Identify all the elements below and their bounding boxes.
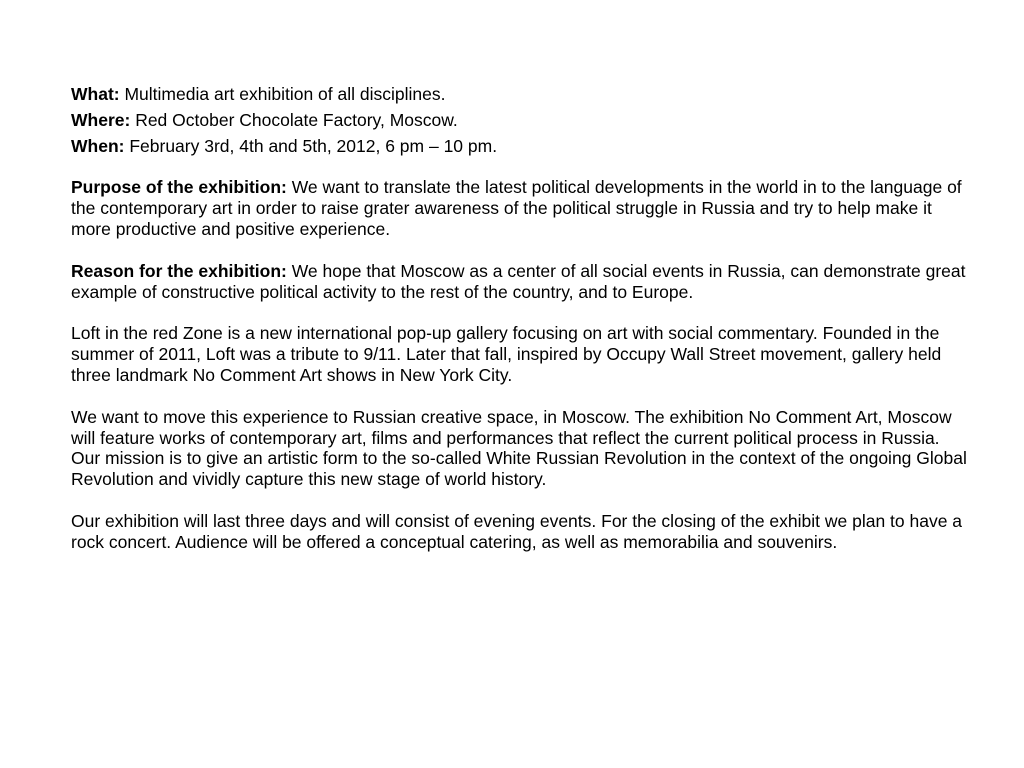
slide-body bbox=[71, 84, 971, 574]
purpose-paragraph bbox=[71, 177, 971, 239]
when-value: February 3rd, 4th and 5th, 2012, 6 pm – 10 pm. bbox=[129, 135, 498, 156]
mission-paragraph: We want to move this experience to Russian creative space, in Moscow. The exhibition No Comment Art, Moscow will feature works of contemporary art, films and performances that reflect the current political process in Russia. Our mission is to give an artistic form to the so-called White Russian Revolution in the context of the ongoing Global Revolution and vividly capture this new stage of world history. bbox=[71, 406, 967, 490]
what-line bbox=[71, 84, 971, 105]
closing-paragraph: Our exhibition will last three days and will consist of evening events. For the closing of the exhibit we plan to have a rock concert. Audience will be offered a conceptual catering, as well as memorabilia and souvenirs. bbox=[71, 510, 963, 552]
where-label: Where: bbox=[71, 109, 131, 130]
when-line bbox=[71, 136, 971, 157]
reason-text: We hope that Moscow as a center of all social events in Russia, can demonstrate great example of constructive political activity to the rest of the country, and to Europe. bbox=[71, 260, 966, 302]
purpose-text: We want to translate the latest political developments in the world in to the language of the contemporary art in order to raise grater awareness of the political struggle in Russia and try to help make it more productive and positive experience. bbox=[71, 177, 962, 239]
gallery-paragraph: Loft in the red Zone is a new international pop-up gallery focusing on art with social commentary. Founded in the summer of 2011, Loft was a tribute to 9/11. Later that fall, inspired by Occupy Wall Street movement, gallery held three landmark No Comment Art shows in New York City. bbox=[71, 323, 942, 385]
exhibition-facts bbox=[71, 84, 971, 156]
reason-label: Reason for the exhibition: bbox=[71, 260, 287, 281]
what-label: What: bbox=[71, 84, 120, 104]
when-label: When: bbox=[71, 135, 125, 156]
reason-paragraph bbox=[71, 261, 971, 303]
what-value: Multimedia art exhibition of all disciplines. bbox=[124, 84, 446, 104]
where-value: Red October Chocolate Factory, Moscow. bbox=[135, 109, 458, 130]
purpose-label: Purpose of the exhibition: bbox=[71, 177, 287, 198]
where-line bbox=[71, 110, 971, 131]
